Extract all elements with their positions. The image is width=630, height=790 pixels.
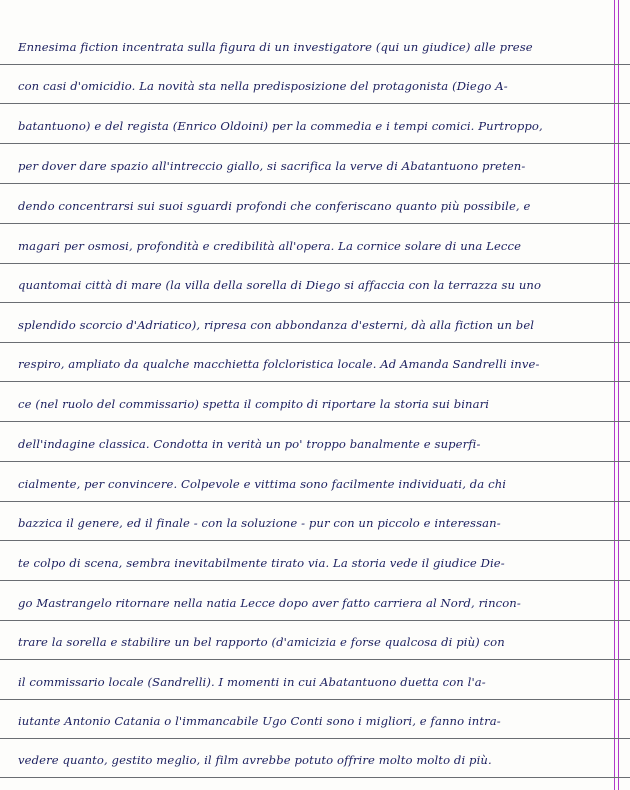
ruled-line bbox=[0, 461, 630, 462]
ruled-line bbox=[0, 302, 630, 303]
ruled-line bbox=[0, 103, 630, 104]
handwritten-line: quantomai città di mare (la villa della sorella di Diego si affaccia con la terrazza su uno bbox=[18, 278, 542, 292]
handwritten-line: go Mastrangelo ritornare nella natia Lecce dopo aver fatto carriera al Nord, rincon- bbox=[18, 596, 521, 610]
ruled-line bbox=[0, 620, 630, 621]
handwritten-line: trare la sorella e stabilire un bel rapporto (d'amicizia e forse qualcosa di più) con bbox=[18, 635, 505, 649]
handwritten-line: iutante Antonio Catania o l'immancabile Ugo Conti sono i migliori, e fanno intra- bbox=[18, 714, 501, 728]
ruled-line bbox=[0, 381, 630, 382]
handwritten-line: ce (nel ruolo del commissario) spetta il compito di riportare la storia sui binari bbox=[18, 397, 490, 411]
handwritten-line: bazzica il genere, ed il finale - con la soluzione - pur con un piccolo e interessan- bbox=[18, 516, 501, 530]
handwritten-line: con casi d'omicidio. La novità sta nella predisposizione del protagonista (Diego A- bbox=[18, 79, 508, 93]
ruled-line bbox=[0, 143, 630, 144]
ruled-line bbox=[0, 421, 630, 422]
handwritten-line: per dover dare spazio all'intreccio giallo, si sacrifica la verve di Abatantuono preten- bbox=[18, 159, 526, 173]
handwritten-line: dendo concentrarsi sui suoi sguardi profondi che conferiscano quanto più possibile, e bbox=[18, 199, 531, 213]
handwritten-line: respiro, ampliato da qualche macchietta folcloristica locale. Ad Amanda Sandrelli inve- bbox=[18, 357, 540, 371]
ruled-line bbox=[0, 659, 630, 660]
margin-line-outer bbox=[614, 0, 615, 790]
handwritten-line: Ennesima fiction incentrata sulla figura di un investigatore (qui un giudice) alle prese bbox=[18, 40, 533, 54]
ruled-line bbox=[0, 540, 630, 541]
handwritten-line: dell'indagine classica. Condotta in verità un po' troppo banalmente e superfi- bbox=[18, 437, 481, 451]
handwritten-line: cialmente, per convincere. Colpevole e vittima sono facilmente individuati, da chi bbox=[18, 477, 507, 491]
handwritten-line: vedere quanto, gestito meglio, il film avrebbe potuto offrire molto molto di più. bbox=[18, 753, 492, 767]
ruled-line bbox=[0, 738, 630, 739]
margin-line-inner bbox=[618, 0, 619, 790]
handwritten-line: te colpo di scena, sembra inevitabilmente tirato via. La storia vede il giudice Die- bbox=[18, 556, 505, 570]
ruled-line bbox=[0, 263, 630, 264]
ruled-line bbox=[0, 64, 630, 65]
handwritten-line: splendido scorcio d'Adriatico), ripresa con abbondanza d'esterni, dà alla fiction un bel bbox=[18, 318, 535, 332]
ruled-line bbox=[0, 223, 630, 224]
handwritten-line: il commissario locale (Sandrelli). I momenti in cui Abatantuono duetta con l'a- bbox=[18, 675, 486, 689]
handwritten-line: magari per osmosi, profondità e credibilità all'opera. La cornice solare di una Lecce bbox=[18, 239, 522, 253]
ruled-line bbox=[0, 342, 630, 343]
handwritten-line: batantuono) e del regista (Enrico Oldoini) per la commedia e i tempi comici. Purtroppo, bbox=[18, 119, 543, 133]
ruled-line bbox=[0, 580, 630, 581]
ruled-line bbox=[0, 699, 630, 700]
ruled-line bbox=[0, 501, 630, 502]
ruled-line bbox=[0, 777, 630, 778]
ruled-line bbox=[0, 183, 630, 184]
